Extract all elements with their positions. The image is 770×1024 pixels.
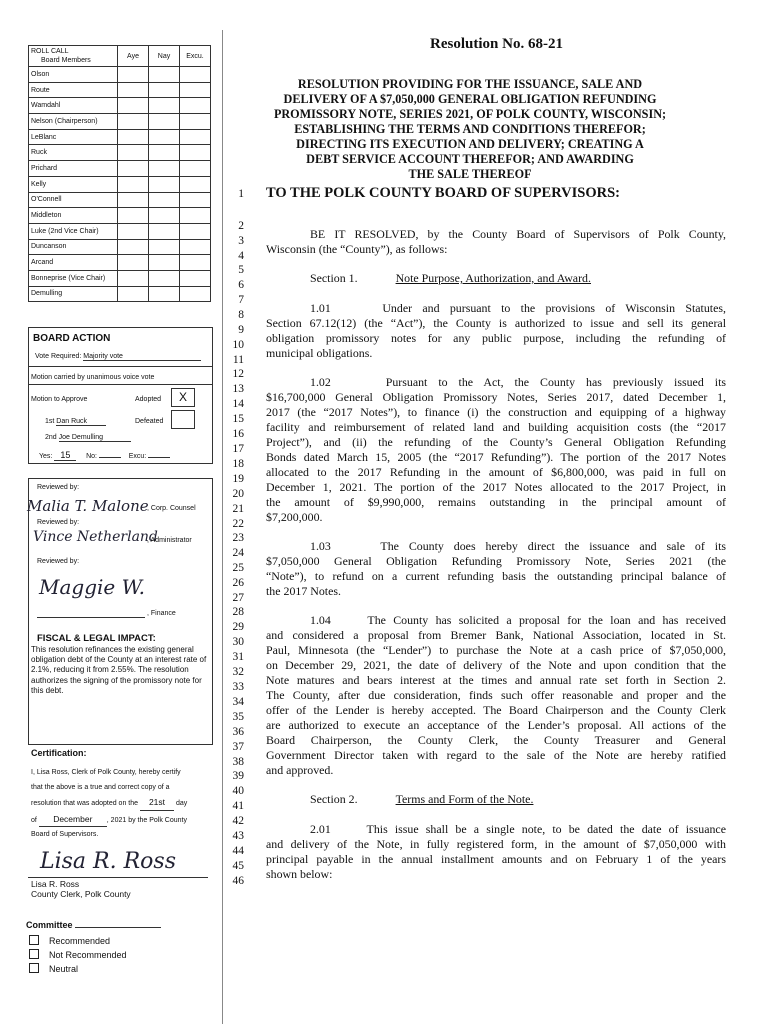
member-name: Duncanson — [29, 239, 118, 255]
line-number: 36 — [232, 726, 244, 738]
body-line: shown below: — [266, 867, 333, 881]
body-line: $16,700,000 General Obligation Promissory Notes, Series 2017, dated December 1, — [266, 390, 726, 404]
body-line: 1.02 Pursuant to the Act, the County has previously issued its — [310, 375, 726, 389]
clerk-signature: Lisa R. Ross — [40, 848, 176, 874]
line-number: 22 — [232, 518, 244, 530]
line-number: 25 — [232, 562, 244, 574]
no-count — [99, 457, 121, 458]
line-number: 12 — [232, 368, 244, 380]
yes-count: 15 — [54, 450, 76, 461]
nay-cell — [149, 98, 180, 114]
nay-cell — [149, 67, 180, 83]
line-number: 17 — [232, 443, 244, 455]
body-line: offer of the Lender is hereby accepted. The Board Chairperson and the County Clerk — [266, 703, 726, 717]
divider — [29, 366, 212, 367]
aye-cell — [118, 223, 149, 239]
heading-line: THE SALE THEREOF — [408, 167, 532, 181]
excu-label: Excu: — [128, 453, 147, 460]
excu-cell — [180, 270, 211, 286]
cert-line — [31, 795, 211, 812]
member-name: Kelly — [29, 176, 118, 192]
aye-cell — [118, 270, 149, 286]
body-line: and delivery of the Note, in fully registered form, in the amount of $7,050,000 with — [266, 837, 726, 851]
nay-cell — [149, 161, 180, 177]
nay-cell — [149, 286, 180, 302]
corp-counsel-role: , Corp. Counsel — [147, 505, 196, 512]
body-line: Wisconsin (the “County”), as follows: — [266, 242, 448, 256]
second-label: 2nd — [45, 434, 57, 441]
table-row — [29, 82, 211, 98]
yes-label: Yes: — [39, 453, 53, 460]
body-line: $7,200,000. — [266, 510, 323, 524]
col-excu: Excu. — [180, 46, 211, 67]
nay-cell — [149, 176, 180, 192]
section-1-heading — [266, 271, 770, 287]
table-row — [29, 239, 211, 255]
body-line: The County, after due consideration, finds such offer reasonable and proper and the — [266, 688, 726, 702]
member-name: Route — [29, 82, 118, 98]
line-number: 27 — [232, 592, 244, 604]
line-number: 18 — [232, 458, 244, 470]
cert-day: 21st — [140, 795, 174, 811]
resolution-number: Resolution No. 68-21 — [430, 36, 563, 52]
body-line: $7,050,000 General Obligation Refunding Promissory Note, Series 2021 (the — [266, 554, 726, 568]
nay-cell — [149, 145, 180, 161]
col-aye: Aye — [118, 46, 149, 67]
line-number: 23 — [232, 532, 244, 544]
body-line: Note matures and bears interest at the times and annual rate set forth in Section 2. — [266, 673, 726, 687]
body-line: “Note”), to refund on a current refunding basis the outstanding principal balance of — [266, 569, 726, 583]
board-action-box — [28, 327, 213, 464]
cert-month: December — [39, 812, 107, 828]
body-line: 1.04 The County has solicited a proposal for the loan and has received — [310, 613, 726, 627]
line-number: 1 — [238, 188, 244, 200]
vote-required-label: Vote Required: — [35, 353, 82, 360]
excu-cell — [180, 176, 211, 192]
reviewed-by-label: Reviewed by: — [37, 484, 80, 491]
member-name: Middleton — [29, 208, 118, 224]
body-line: Project”), and (ii) the refunding of the County’s General Obligation Refunding — [266, 435, 726, 449]
body-line: facility and reimbursement of related land and building acquisition costs (the “2017 — [266, 420, 726, 434]
table-row — [29, 223, 211, 239]
reviewed-by-label: Reviewed by: — [37, 558, 80, 565]
finance-signature: Maggie W. — [39, 575, 146, 599]
body-line: Board Chairperson, the County Clerk, the County Treasurer and General — [266, 733, 726, 747]
committee-line — [75, 927, 161, 928]
checkbox-icon[interactable] — [29, 963, 39, 973]
checkbox-icon[interactable] — [29, 935, 39, 945]
line-number: 13 — [232, 383, 244, 395]
signature-line — [28, 877, 208, 878]
excu-cell — [180, 286, 211, 302]
excu-cell — [180, 239, 211, 255]
heading-line: DELIVERY OF A $7,050,000 GENERAL OBLIGATION REFUNDING — [283, 92, 657, 106]
nay-cell — [149, 223, 180, 239]
table-row — [29, 286, 211, 302]
table-row — [29, 192, 211, 208]
section-title: Note Purpose, Authorization, and Award. — [395, 271, 591, 285]
vote-counts — [39, 450, 170, 461]
finance-role: , Finance — [147, 610, 176, 617]
body-line: 1.01 Under and pursuant to the provisions of Wisconsin Statutes, — [310, 301, 726, 315]
option-not-recommended[interactable] — [29, 949, 161, 960]
aye-cell — [118, 161, 149, 177]
heading-line: DIRECTING ITS EXECUTION AND DELIVERY; CREATING A — [296, 137, 644, 151]
body-line: Bonds dated March 15, 2005 (the “2017 Refunding”). The portion of the 2017 Notes — [266, 450, 726, 464]
administrator-role: , Administrator — [147, 537, 192, 544]
fiscal-impact-text: This resolution refinances the existing general obligation debt of the County at an interest rate of 2.1%, reducing it from 2.55%. The resolution authorizes the signing of the promissory note for this debt. — [31, 645, 207, 695]
nay-cell — [149, 114, 180, 130]
defeated-label: Defeated — [135, 418, 164, 425]
body-line: and considered a proposal from Bremer Bank, National Association, located in St. — [266, 628, 726, 642]
body-line: on December 29, 2021, the date of delivery of the Note and upon condition that the — [266, 658, 726, 672]
line-number: 3 — [238, 235, 244, 247]
fiscal-impact-title: FISCAL & LEGAL IMPACT: — [37, 633, 156, 644]
line-number: 34 — [232, 696, 244, 708]
nay-cell — [149, 208, 180, 224]
nay-cell — [149, 255, 180, 271]
excu-cell — [180, 208, 211, 224]
excu-cell — [180, 129, 211, 145]
line-number: 26 — [232, 577, 244, 589]
body-line: municipal obligations. — [266, 346, 373, 360]
member-name: Demulling — [29, 286, 118, 302]
member-name: Prichard — [29, 161, 118, 177]
nay-cell — [149, 129, 180, 145]
section-2-heading — [266, 792, 770, 808]
cert-line — [31, 812, 211, 829]
cert-text: day — [175, 800, 188, 807]
body-line: BE IT RESOLVED, by the County Board of Supervisors of Polk County, — [310, 227, 726, 241]
line-number: 32 — [232, 666, 244, 678]
line-number: 15 — [232, 413, 244, 425]
section-title: Terms and Form of the Note. — [395, 792, 534, 806]
line-number: 43 — [232, 830, 244, 842]
motion-carried: Motion carried by unanimous voice vote — [31, 374, 155, 381]
body-line: are authorized to execute an acceptance of the Lender’s proposal. All actions of the — [266, 718, 726, 732]
adopted-label: Adopted — [135, 396, 162, 403]
member-name: Wamdahl — [29, 98, 118, 114]
body-line: 2017 (the “2017 Notes”), to finance (i) the construction and equipping of a highway — [266, 405, 726, 419]
aye-cell — [118, 129, 149, 145]
motion-to-approve: Motion to Approve — [31, 396, 88, 403]
excu-cell — [180, 145, 211, 161]
section-label: Section 1. — [310, 271, 358, 285]
body-line: obligation promissory notes for any public purpose, including the refunding of — [266, 331, 726, 345]
line-number: 31 — [232, 651, 244, 663]
nay-cell — [149, 270, 180, 286]
member-name: O'Connell — [29, 192, 118, 208]
line-number: 11 — [232, 354, 244, 366]
committee-label: Committee — [26, 920, 73, 930]
member-name: Bonneprise (Vice Chair) — [29, 270, 118, 286]
member-name: Ruck — [29, 145, 118, 161]
line-number: 35 — [232, 711, 244, 723]
divider — [29, 384, 212, 385]
table-row — [29, 67, 211, 83]
cert-line: that the above is a true and correct copy of a — [31, 783, 170, 791]
line-number: 24 — [232, 547, 244, 559]
excu-cell — [180, 114, 211, 130]
adopted-checkbox[interactable]: X — [171, 388, 195, 407]
line-number: 9 — [238, 324, 244, 336]
excu-cell — [180, 192, 211, 208]
aye-cell — [118, 176, 149, 192]
roll-call-table — [28, 45, 211, 302]
vote-required — [35, 353, 201, 361]
excu-count — [148, 457, 170, 458]
roll-call-header — [29, 46, 118, 67]
corp-counsel-signature: Malia T. Malone — [27, 497, 149, 515]
certification-body — [31, 766, 211, 843]
body-line: allocated to the 2017 Refunding in the amount of $6,800,000, was paid in full on — [266, 465, 726, 479]
defeated-checkbox[interactable] — [171, 410, 195, 429]
committee-header — [26, 920, 161, 930]
body-line: the amount of $9,990,000, remains outstanding in the principal amount of — [266, 495, 726, 509]
finance-line — [37, 617, 145, 618]
aye-cell — [118, 82, 149, 98]
line-number: 39 — [232, 770, 244, 782]
member-name: Nelson (Chairperson) — [29, 114, 118, 130]
body-line: Paul, Minnesota (the “Lender”) to purchase the Note at a cash price of $7,050,000, — [266, 643, 726, 657]
cert-text: resolution that was adopted on the — [31, 800, 139, 807]
reviewed-by-label: Reviewed by: — [37, 519, 80, 526]
line-number: 28 — [232, 606, 244, 618]
second-mover — [45, 434, 131, 442]
body-line: 2.01 This issue shall be a single note, to be dated the date of issuance — [310, 822, 726, 836]
excu-cell — [180, 98, 211, 114]
certification — [28, 748, 211, 899]
option-recommended[interactable] — [29, 935, 161, 946]
review-box — [28, 478, 213, 745]
line-number: 29 — [232, 621, 244, 633]
col-nay: Nay — [149, 46, 180, 67]
cert-text: , 2021 by the Polk County — [106, 816, 187, 824]
aye-cell — [118, 208, 149, 224]
line-number: 19 — [232, 473, 244, 485]
first-mover — [45, 418, 106, 426]
line-number: 6 — [238, 279, 244, 291]
member-name: Luke (2nd Vice Chair) — [29, 223, 118, 239]
aye-cell — [118, 255, 149, 271]
line-number: 38 — [232, 756, 244, 768]
heading-line: DEBT SERVICE ACCOUNT THEREFOR; AND AWARDING — [306, 152, 634, 166]
table-row — [29, 176, 211, 192]
committee — [26, 920, 161, 974]
line-number: 45 — [232, 860, 244, 872]
table-row — [29, 114, 211, 130]
board-members-label: Board Members — [41, 57, 91, 64]
excu-cell — [180, 223, 211, 239]
roll-call-label: ROLL CALL — [31, 48, 69, 55]
option-neutral[interactable] — [29, 963, 161, 974]
member-name: Arcand — [29, 255, 118, 271]
board-action-title: BOARD ACTION — [33, 333, 111, 344]
table-row — [29, 255, 211, 271]
member-name: Olson — [29, 67, 118, 83]
heading-line: ESTABLISHING THE TERMS AND CONDITIONS THEREFOR; — [294, 122, 646, 136]
member-name: LeBlanc — [29, 129, 118, 145]
line-number: 46 — [232, 875, 244, 887]
line-number: 33 — [232, 681, 244, 693]
resolution-heading — [230, 77, 710, 182]
table-row — [29, 145, 211, 161]
body-line: Section 67.12(12) (the “Act”), the County is authorized to issue and sell its general — [266, 316, 726, 330]
second-name: Joe Demulling — [59, 434, 131, 442]
line-number: 42 — [232, 815, 244, 827]
excu-cell — [180, 255, 211, 271]
line-number: 7 — [238, 294, 244, 306]
line-number: 44 — [232, 845, 244, 857]
line-number: 30 — [232, 636, 244, 648]
cert-line: Board of Supervisors. — [31, 831, 99, 838]
line-number: 2 — [238, 220, 244, 232]
option-label: Neutral — [49, 964, 79, 974]
margin-divider — [222, 30, 223, 1024]
line-number: 40 — [232, 785, 244, 797]
line-number: 41 — [232, 800, 244, 812]
cert-line: I, Lisa Ross, Clerk of Polk County, hereby certify — [31, 769, 181, 776]
line-number: 4 — [238, 250, 244, 262]
excu-cell — [180, 67, 211, 83]
line-number: 20 — [232, 488, 244, 500]
line-number: 37 — [232, 741, 244, 753]
administrator-signature: Vince Netherland — [33, 529, 158, 545]
cert-text: of — [31, 816, 37, 824]
checkbox-icon[interactable] — [29, 949, 39, 959]
nay-cell — [149, 239, 180, 255]
aye-cell — [118, 239, 149, 255]
line-number: 21 — [232, 503, 244, 515]
heading-line: PROMISSORY NOTE, SERIES 2021, OF POLK COUNTY, WISCONSIN; — [273, 107, 667, 121]
table-row — [29, 98, 211, 114]
body-line: the 2017 Notes. — [266, 584, 341, 598]
table-row — [29, 161, 211, 177]
first-label: 1st — [45, 418, 55, 425]
option-label: Recommended — [49, 936, 111, 946]
nay-cell — [149, 82, 180, 98]
clerk-title: County Clerk, Polk County — [31, 888, 131, 899]
no-label: No: — [86, 453, 97, 460]
aye-cell — [118, 98, 149, 114]
table-row — [29, 208, 211, 224]
excu-cell — [180, 82, 211, 98]
line-number: 16 — [232, 428, 244, 440]
body-line: Government Director taken with regard to the sale of the Note are hereby ratified — [266, 748, 726, 762]
body-line: and approved. — [266, 763, 334, 777]
body-line: principal payable in the annual installment amounts and on February 1 of the years — [266, 852, 726, 866]
option-label: Not Recommended — [49, 950, 127, 960]
line-number: 5 — [238, 264, 244, 276]
table-row — [29, 270, 211, 286]
line-number: 14 — [232, 398, 244, 410]
first-name: Dan Ruck — [56, 418, 106, 426]
aye-cell — [118, 145, 149, 161]
aye-cell — [118, 286, 149, 302]
certification-title: Certification: — [31, 748, 87, 758]
nay-cell — [149, 192, 180, 208]
aye-cell — [118, 192, 149, 208]
section-label: Section 2. — [310, 792, 358, 806]
left-sidebar — [0, 0, 222, 1024]
vote-required-value: Majority vote — [83, 353, 201, 361]
heading-line: RESOLUTION PROVIDING FOR THE ISSUANCE, SALE AND — [297, 77, 643, 91]
table-row — [29, 129, 211, 145]
body-line: December 1, 2021. The portion of the 2017 Notes allocated to the 2017 Project, in — [266, 480, 726, 494]
excu-cell — [180, 161, 211, 177]
aye-cell — [118, 114, 149, 130]
line-number: 10 — [232, 339, 244, 351]
clerk-name: Lisa R. Ross — [31, 878, 80, 889]
aye-cell — [118, 67, 149, 83]
addressee: TO THE POLK COUNTY BOARD OF SUPERVISORS: — [266, 185, 620, 201]
body-line: 1.03 The County does hereby direct the issuance and sale of its — [310, 539, 726, 553]
line-number: 8 — [238, 309, 244, 321]
